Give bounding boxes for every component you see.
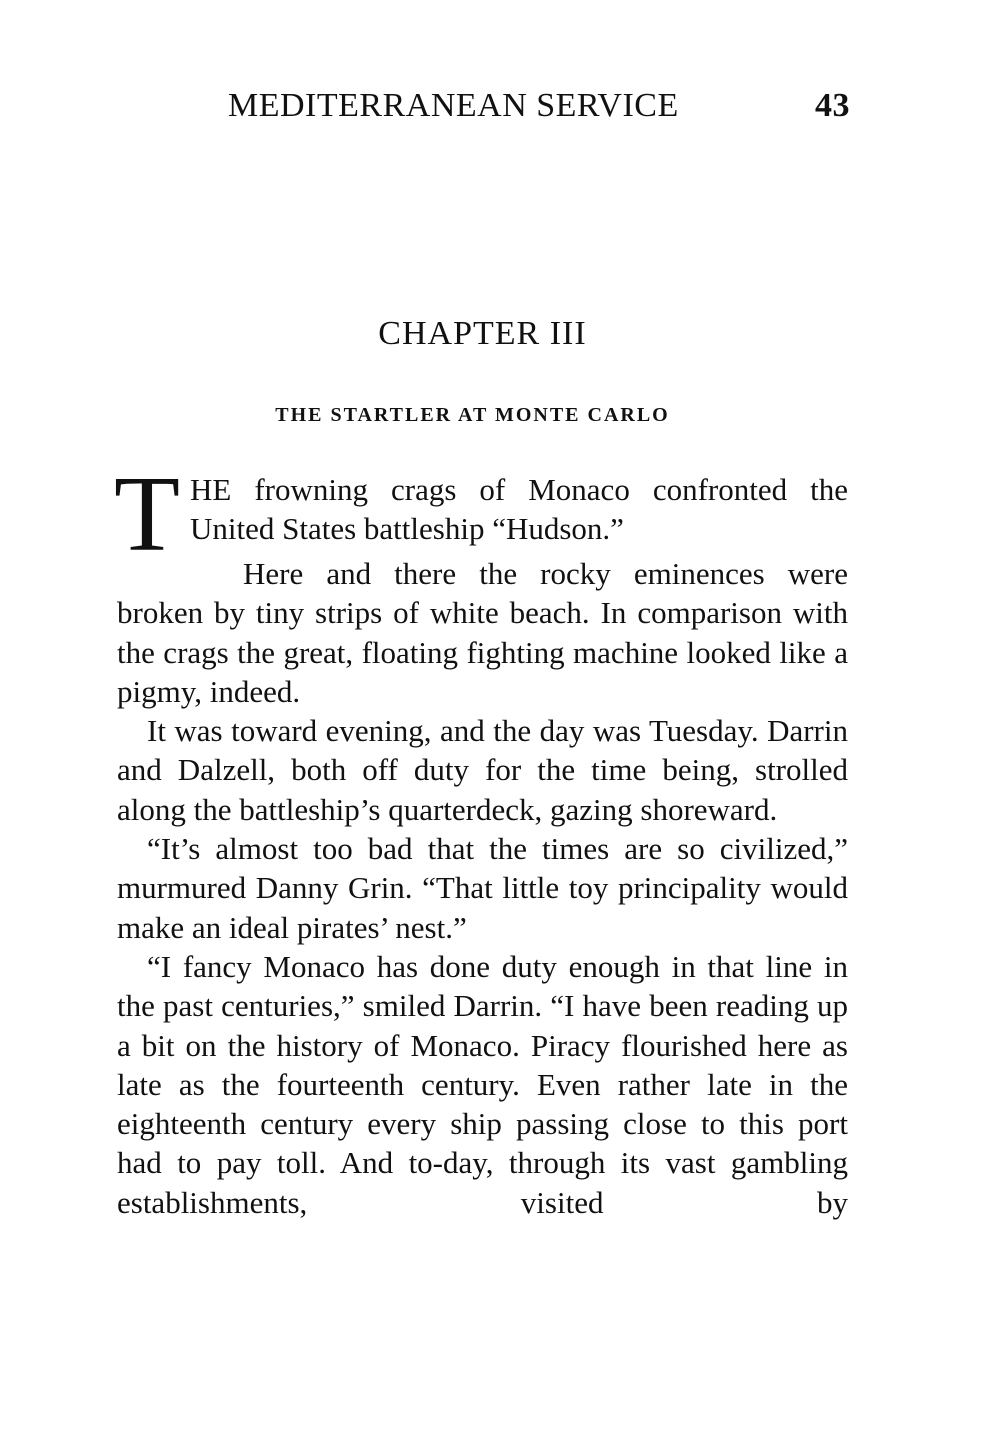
body-text <box>114 455 848 1222</box>
page-number: 43 <box>815 87 850 124</box>
opening-text: HE frowning crags of Monaco confronted the United States battleship “Hudson.” <box>189 472 848 547</box>
running-title: MEDITERRANEAN SERVICE <box>228 87 679 124</box>
paragraph-4: “I fancy Monaco has done duty enough in that line in the past centuries,” smiled Darrin. “I have been reading up a bit on the history of Monaco. Piracy flourished here as late as the fourteenth century. Even rather late in the eighteenth century every ship passing close to this port had to pay toll. And to-day, through its vast gambling establishments, visited by <box>117 948 848 1220</box>
paragraph-3: “It’s almost too bad that the times are so civilized,” murmured Danny Grin. “That little toy principality would make an ideal pirates’ nest.” <box>117 831 848 945</box>
paragraph-2: It was toward evening, and the day was Tuesday. Darrin and Dalzell, both off duty for the time being, strolled along the battleship’s quarterdeck, gazing shoreward. <box>117 713 848 827</box>
chapter-title: THE STARTLER AT MONTE CARLO <box>275 404 670 426</box>
paragraph-1: Here and there the rocky eminences were broken by tiny strips of white beach. In comparison with the crags the great, floating fighting machine looked like a pigmy, indeed. <box>117 556 848 709</box>
opening-paragraph <box>114 455 848 574</box>
chapter-number: CHAPTER III <box>378 315 587 352</box>
drop-cap: T <box>114 455 180 574</box>
